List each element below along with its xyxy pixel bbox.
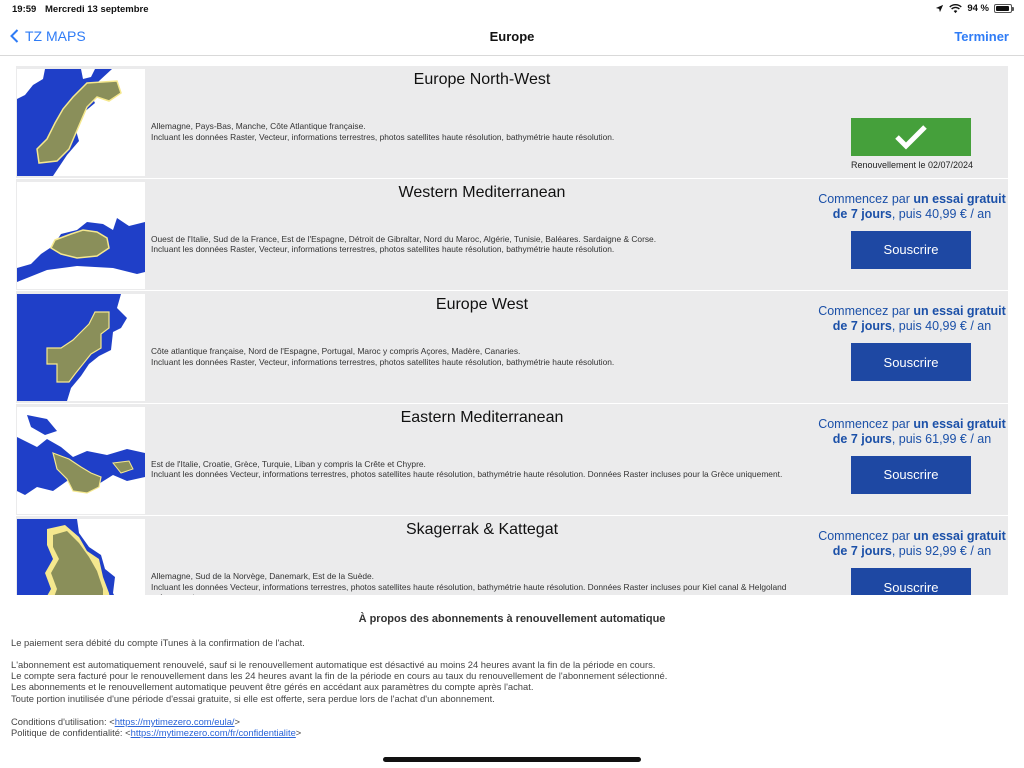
done-button[interactable]: Terminer [954,29,1009,44]
terms-line: Conditions d'utilisation: <https://mytimezero.com/eula/> [11,716,241,727]
trial-offer: Commencez par un essai gratuit de 7 jours, puis 61,99 € / an [818,416,1006,446]
chart-description: Allemagne, Pays-Bas, Manche, Côte Atlantique française. Incluant les données Raster, Vecteur, informations terrestres, photos satellites haute résolution, bathymétrie haute résolution. [151,121,615,142]
battery-percent: 94 % [967,3,989,14]
chart-row-western-mediterranean[interactable] [16,179,1008,292]
status-date: Mercredi 13 septembre [45,4,149,15]
subscribe-button[interactable]: Souscrire [851,231,971,269]
trial-offer: Commencez par un essai gratuit de 7 jours, puis 40,99 € / an [818,191,1006,221]
privacy-label: Politique de confidentialité: < [11,727,131,738]
checkmark-icon [894,124,928,150]
renewal-date: Renouvellement le 02/07/2024 [850,160,974,170]
privacy-line: Politique de confidentialité: <https://mytimezero.com/fr/confidentialite> [11,727,302,738]
map-thumbnail-eastern-mediterranean [17,407,145,514]
renewal-terms [11,659,1011,704]
navigation-bar [0,18,1024,56]
back-label: TZ MAPS [25,28,86,44]
terms-link[interactable]: https://mytimezero.com/eula/ [114,716,235,727]
terms-label: Conditions d'utilisation: < [11,716,115,727]
map-thumbnail-europe-north-west [17,69,145,176]
map-thumbnail-western-mediterranean [17,182,145,289]
owned-button[interactable] [851,118,971,156]
payment-notice: Le paiement sera débité du compte iTunes à la confirmation de l'achat. [11,637,305,648]
chart-description: Allemagne, Sud de la Norvège, Danemark, Est de la Suède. Incluant les données Vecteur, informations terrestres, photos satellites haute résolution, bathymétrie haute résolution. Données Raster incluses pour Kiel canal & Helgoland [151,571,787,592]
home-indicator[interactable] [383,757,641,762]
chart-action [816,66,1008,178]
status-time: 19:59 [12,4,37,15]
chart-description: Est de l'Italie, Croatie, Grèce, Turquie, Liban y compris la Crête et Chypre. Incluant les données Vecteur, informations terrestres, photos satellites haute résolution, bathymétrie haute résolution. Données Raster incluses pour la Grèce uniquement. [151,458,783,479]
battery-icon [994,4,1012,13]
chart-row-eastern-mediterranean[interactable] [16,404,1008,517]
subscription-info-heading: À propos des abonnements à renouvellement automatique [358,613,666,625]
location-icon [935,4,944,13]
map-thumbnail-europe-west [17,294,145,401]
chart-row-europe-west[interactable] [16,291,1008,404]
chart-title: Europe North-West [413,71,551,88]
chart-title: Europe West [435,296,529,313]
wifi-icon [949,4,962,14]
status-right [935,3,1012,14]
subscribe-button[interactable]: Souscrire [851,568,971,606]
renewal-line: L'abonnement est automatiquement renouvelé, sauf si le renouvellement automatique est désactivé au moins 24 heures avant la fin de la période en cours. [11,659,656,670]
trial-offer: Commencez par un essai gratuit de 7 jours, puis 92,99 € / an [818,529,1006,558]
chart-title: Western Mediterranean [398,183,566,201]
privacy-link[interactable]: https://mytimezero.com/fr/confidentialite [130,727,296,738]
chart-title: Skagerrak & Kattegat [405,521,559,538]
chart-description: Côte atlantique française, Nord de l'Espagne, Portugal, Maroc y compris Açores, Madère, Canaries. Incluant les données Raster, Vecteur, informations terrestres, photos satellites haute résolution, bathymétrie haute résolution. [151,346,615,367]
chart-description: Ouest de l'Italie, Sud de la France, Est de l'Espagne, Détroit de Gibraltar, Nord du Maroc, Algérie, Tunisie, Baléares. Sardaigne & Corse. Incluant les données Raster, Vecteur, informations terrestres, photos satellites haute résolution, bathymétrie haute résolution. [151,233,657,254]
renewal-line: Les abonnements et le renouvellement automatique peuvent être gérés en accédant aux paramètres du compte après l'achat. [11,681,534,693]
chart-row-europe-north-west[interactable] [16,66,1008,179]
subscribe-button[interactable]: Souscrire [851,343,971,381]
status-bar [0,0,1024,18]
chart-list[interactable] [16,66,1008,595]
subscription-info [0,595,1024,768]
chart-action [816,404,1008,516]
renewal-line: Toute portion inutilisée d'une période d'essai gratuite, si elle est offerte, sera perdue lors de l'achat d'un abonnement. [11,692,495,704]
chart-title: Eastern Mediterranean [400,408,564,426]
subscribe-button[interactable]: Souscrire [851,456,971,494]
chart-action [816,179,1008,291]
page-title: Europe [489,29,535,44]
chart-action [816,291,1008,403]
renewal-line: Le compte sera facturé pour le renouvellement dans les 24 heures avant la fin de la période en cours au taux du renouvellement de l'abonnement sélectionné. [11,670,668,682]
trial-offer: Commencez par un essai gratuit de 7 jours, puis 40,99 € / an [818,304,1006,333]
